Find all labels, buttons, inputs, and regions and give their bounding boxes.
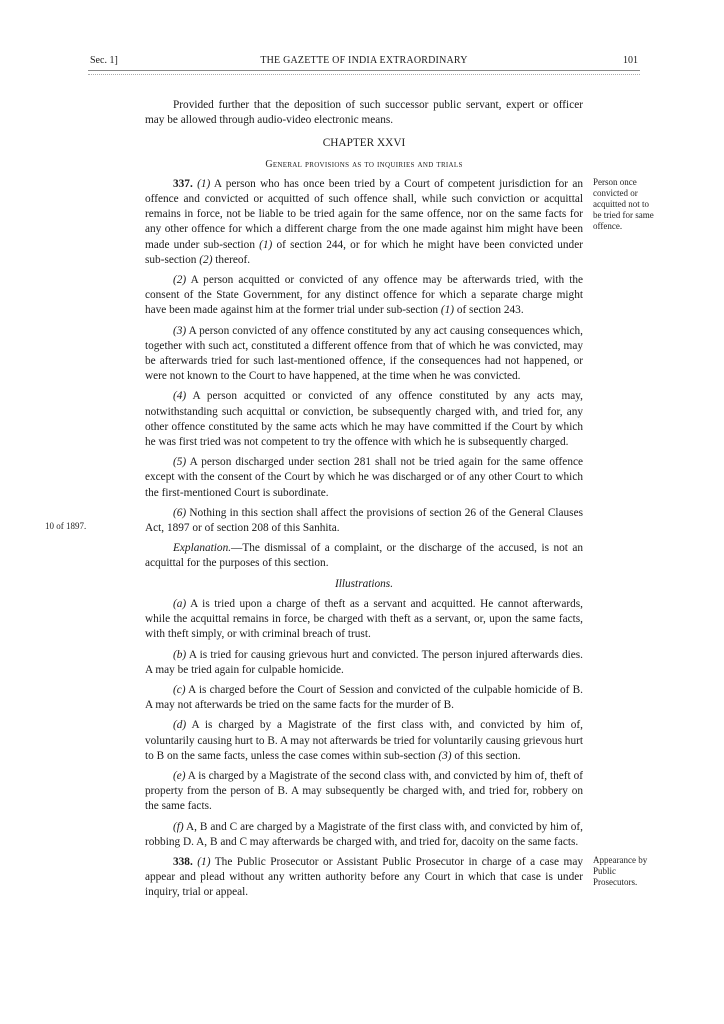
subsection-text: A person acquitted or convicted of any offence constituted by any acts may, notwithstanding such acquittal or conviction, be subsequently charged with, and tried for, any other offence constituted by the same acts which he may have committed if the Court by which he was first tried was not competent to try the offence with which he is subsequently charged. [145,390,583,449]
section-337-1 [145,176,654,268]
subsection-text: A person who has once been tried by a Court of competent jurisdiction for an offence and convicted or acquitted of such offence shall, while such conviction or acquittal remains in force, not be liable to be tried again for the same offence, nor on the same facts for any other offence for which a different charge from the one made against him might have been made under sub-section [145,177,584,251]
illustration-text: of this section. [451,749,521,762]
subsection-text: A person convicted of any offence constituted by any act causing consequences which, together with such act, constituted a different offence from that of which he was convicted, may be afterwards tried for such last-mentioned offence, if the consequences had not happened, or were not known to the Court to have happened, at the time when he was convicted. [145,324,583,383]
subsection-text: thereof. [212,253,251,266]
section-number-338: 338. [173,855,193,868]
proviso-paragraph: Provided further that the deposition of such successor public servant, expert or officer may be allowed through audio-video electronic means. [145,99,583,127]
illustration-text: A is tried for causing grievous hurt and convicted. The person injured afterwards dies. A may be tried again for culpable homicide. [145,648,583,676]
illustration-f [145,820,583,850]
section-338-1 [145,854,648,901]
illustration-label: (d) [173,719,187,732]
gazette-title: THE GAZETTE OF INDIA EXTRAORDINARY [260,55,468,66]
explanation-text: —The dismissal of a complaint, or the discharge of the accused, is not an acquittal for the purposes of this section. [145,542,583,570]
subsection-number: (1) [197,177,211,190]
subsection-ref: (3) [438,749,452,762]
illustration-c [145,683,583,713]
section-ref: Sec. 1] [90,55,118,66]
subsection-text: A person acquitted or convicted of any offence may be afterwards tried, with the consent of the State Government, for any distinct offence for which a separate charge might have been made against him at the former trial under sub-section [145,274,583,317]
chapter-subtitle: General provisions as to inquiries and trials [265,158,463,170]
subsection-number: (4) [173,390,187,403]
margin-note-337: Person once convicted or acquitted not to be tried for same offence. [593,176,654,231]
illustration-label: (e) [173,769,186,782]
subsection-number: (5) [173,456,187,469]
explanation [145,541,583,571]
header-rule [88,70,640,75]
subsection-ref: (1) [259,238,273,251]
section-337-3 [145,324,583,385]
illustration-label: (c) [173,683,186,696]
margin-note-338: Appearance by Public Prosecutors. [593,854,648,887]
subsection-text: of section 243. [454,304,524,317]
subsection-text: The Public Prosecutor or Assistant Public Prosecutor in charge of a case may appear and plead without any written authority before any Court in which that case is under inquiry, trial or appeal. [145,855,584,899]
subsection-text: of section 244, or for which he might have been convicted under sub-section [145,238,583,266]
illustration-label: (a) [173,597,187,610]
illustration-d [145,718,583,764]
illustration-text: A is tried upon a charge of theft as a servant and acquitted. He cannot afterwards, while the acquittal remains in force, be charged with theft as a servant, or, upon the same facts, with theft simply, or with criminal breach of trust. [145,597,583,641]
illustration-label: (f) [173,820,184,833]
margin-note-act-ref: 10 of 1897. [45,520,87,531]
subsection-text: A person discharged under section 281 shall not be tried again for the same offence except with the consent of the Court by which he was discharged or of any other Court to which the first-mentioned Court is subordinate. [145,456,583,499]
subsection-ref: (1) [440,304,454,317]
page-header [90,54,638,70]
illustrations-heading: Illustrations. [334,577,394,590]
illustration-text: A is charged by a Magistrate of the first class with, and convicted by him of, voluntarily causing hurt to B. A may not afterwards be tried for voluntarily causing grievous hurt to B on the same facts, unless the case comes within sub-section [145,719,583,762]
subsection-number: (1) [197,855,211,868]
illustration-text: A, B and C are charged by a Magistrate of the first class with, and convicted by him of, robbing D. A, B and C may afterwards be charged with, and tried for, dacoity on the same facts. [145,820,583,848]
page-number: 101 [623,55,638,66]
illustration-label: (b) [173,648,187,661]
subsection-text: Nothing in this section shall affect the provisions of section 26 of the General Clauses Act, 1897 or of section 208 of this Sanhita. [145,506,583,535]
section-337-4 [145,389,583,450]
section-number-337: 337. [173,177,193,190]
section-337-6 [45,506,583,536]
illustration-b [145,648,583,678]
illustration-text: A is charged before the Court of Session and convicted of the culpable homicide of B. A may not afterwards be tried on the same facts for the murder of B. [145,683,583,712]
chapter-title: CHAPTER XXVI [322,137,406,150]
section-337-2 [145,273,583,319]
document-body [45,98,654,906]
illustration-text: A is charged by a Magistrate of the second class with, and convicted by him of, theft of property from the person of B. A may subsequently be charged with, and tried for, robbery on the same facts. [145,769,583,813]
section-337-5 [145,455,583,501]
illustration-a [145,597,583,643]
subsection-number: (2) [173,274,187,287]
explanation-label: Explanation. [173,542,232,555]
subsection-number: (3) [173,324,187,337]
subsection-ref: (2) [199,253,213,266]
subsection-number: (6) [173,506,187,519]
illustration-e [145,769,583,815]
